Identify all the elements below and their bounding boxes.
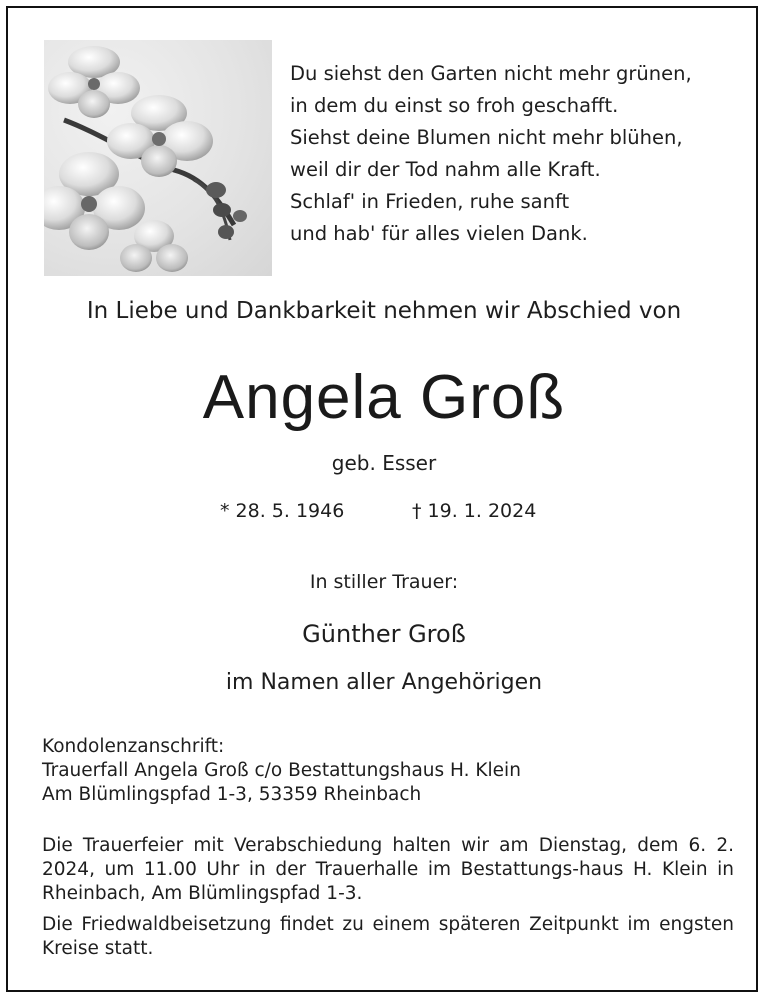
deceased-name: Angela Groß [202, 363, 566, 432]
poem-line: in dem du einst so froh geschafft. [290, 94, 619, 117]
condolence-line: Am Blümlingspfad 1-3, 53359 Rheinbach [42, 784, 422, 805]
death-date: † 19. 1. 2024 [412, 500, 537, 522]
condolence-line: Trauerfall Angela Groß c/o Bestattungshaus H. Klein [42, 760, 521, 781]
poem-line: Du siehst den Garten nicht mehr grünen, [290, 62, 692, 85]
condolence-line: Kondolenzanschrift: [42, 736, 225, 757]
orchid-photo-icon [44, 40, 272, 276]
poem-line: Schlaf' in Frieden, ruhe sanft [290, 190, 570, 213]
birth-date: * 28. 5. 1946 [220, 500, 345, 522]
family-note: im Namen aller Angehörigen [225, 670, 543, 695]
condolence-address [42, 735, 732, 807]
poem-line: Siehst deine Blumen nicht mehr blühen, [290, 126, 683, 149]
poem-line: weil dir der Tod nahm alle Kraft. [290, 158, 601, 181]
poem-line: und hab' für alles vielen Dank. [290, 222, 588, 245]
birth-name: geb. Esser [331, 451, 437, 475]
poem [290, 58, 730, 250]
farewell-intro: In Liebe und Dankbarkeit nehmen wir Abschied von [86, 298, 682, 324]
mourning-label: In stiller Trauer: [309, 571, 459, 593]
obituary-card [6, 6, 758, 992]
mourner-name: Günther Groß [302, 620, 466, 648]
burial-notice: Die Friedwaldbeisetzung findet zu einem späteren Zeitpunkt im engsten Kreise statt. [42, 914, 734, 959]
orchid-illustration [44, 40, 272, 276]
ceremony-notice: Die Trauerfeier mit Verabschiedung halten wir am Dienstag, dem 6. 2. 2024, um 11.00 Uhr in der Trauerhalle im Bestattungs-haus H. Klein in Rheinbach, Am Blümlingspfad 1-3. [42, 835, 734, 904]
